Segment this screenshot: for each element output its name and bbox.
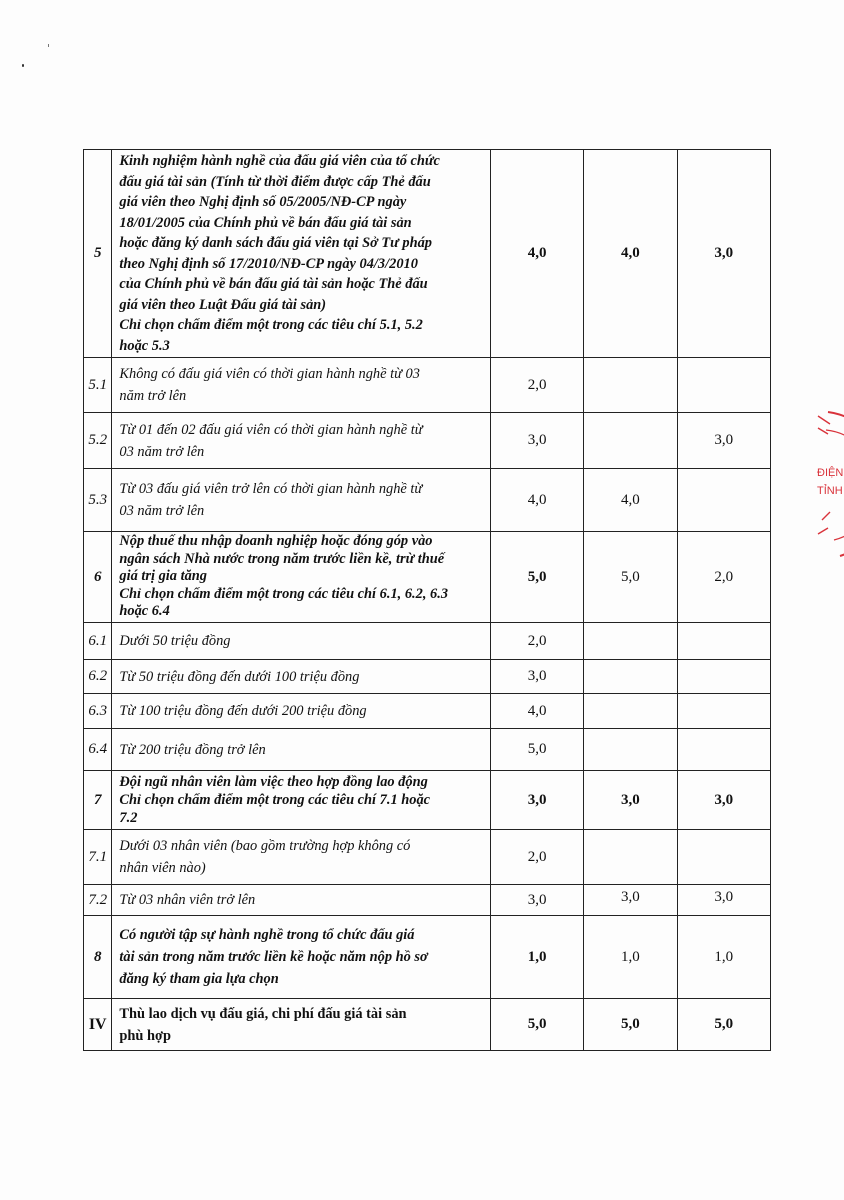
description-line: hoặc 5.3 <box>119 337 170 354</box>
description-line: 03 năm trở lên <box>119 443 205 460</box>
score-self <box>584 729 677 771</box>
score-self <box>584 358 677 413</box>
score-self: 4,0 <box>584 469 677 532</box>
criterion-description <box>112 532 491 623</box>
description-line: Không có đấu giá viên có thời gian hành nghề từ 03 <box>119 366 420 382</box>
score-self: 5,0 <box>584 532 677 623</box>
table-row-7 <box>84 771 771 830</box>
description-line: theo Nghị định số 17/2010/NĐ-CP ngày 04/3/2010 <box>119 255 418 272</box>
score-max: 2,0 <box>490 830 583 885</box>
score-self <box>584 413 677 469</box>
criterion-description <box>112 660 491 694</box>
score-council <box>677 660 770 694</box>
description-line: Từ 100 triệu đồng đến dưới 200 triệu đồng <box>119 703 367 719</box>
table-row-6-2 <box>84 660 771 694</box>
description-line: Dưới 03 nhân viên (bao gồm trường hợp không có <box>119 838 411 854</box>
criterion-description <box>112 916 491 999</box>
row-number: 6.1 <box>84 623 112 660</box>
table-row-6-3 <box>84 694 771 729</box>
criterion-description <box>112 150 491 358</box>
row-number: 7.2 <box>84 885 112 916</box>
row-number: 7.1 <box>84 830 112 885</box>
criterion-description <box>112 729 491 771</box>
row-number: 5.1 <box>84 358 112 413</box>
score-self: 3,0 <box>584 885 677 916</box>
score-council <box>677 358 770 413</box>
scan-speck <box>48 44 49 47</box>
description-line: tài sản trong năm trước liền kề hoặc năm nộp hồ sơ <box>119 949 428 965</box>
row-number: 5.2 <box>84 413 112 469</box>
score-max: 4,0 <box>490 150 583 358</box>
score-council <box>677 729 770 771</box>
description-line: Thù lao dịch vụ đấu giá, chi phí đấu giá tài sản <box>119 1005 407 1022</box>
table-row-6 <box>84 532 771 623</box>
table-row-IV <box>84 999 771 1051</box>
score-self <box>584 694 677 729</box>
table-row-5-2 <box>84 413 771 469</box>
row-number: 7 <box>84 771 112 830</box>
criterion-description <box>112 999 491 1051</box>
description-line: Chỉ chọn chấm điểm một trong các tiêu chí 7.1 hoặc <box>119 792 431 808</box>
description-line: của Chính phủ về bán đấu giá tài sản hoặc Thẻ đấu <box>119 276 428 292</box>
table-row-7-2 <box>84 885 771 916</box>
score-max: 5,0 <box>490 532 583 623</box>
table-row-5 <box>84 150 771 358</box>
score-council: 3,0 <box>677 413 770 469</box>
description-line: Nộp thuế thu nhập doanh nghiệp hoặc đóng góp vào <box>119 533 433 550</box>
score-max: 2,0 <box>490 623 583 660</box>
score-self: 5,0 <box>584 999 677 1051</box>
description-line: Chỉ chọn chấm điểm một trong các tiêu chí 6.1, 6.2, 6.3 <box>119 585 449 602</box>
score-council: 3,0 <box>677 771 770 830</box>
score-max: 3,0 <box>490 660 583 694</box>
description-line: 03 năm trở lên <box>119 503 205 519</box>
score-council: 3,0 <box>677 885 770 916</box>
row-number: 6 <box>84 532 112 623</box>
table-row-7-1 <box>84 830 771 885</box>
score-council <box>677 830 770 885</box>
criterion-description <box>112 623 491 660</box>
score-max: 2,0 <box>490 358 583 413</box>
table-row-8 <box>84 916 771 999</box>
description-line: giá trị gia tăng <box>119 568 207 585</box>
description-line: năm trở lên <box>119 388 187 404</box>
description-line: ngân sách Nhà nước trong năm trước liền kề, trừ thuế <box>119 550 445 567</box>
score-council <box>677 623 770 660</box>
description-line: Từ 03 đấu giá viên trở lên có thời gian hành nghề từ <box>119 481 423 497</box>
row-number: 6.2 <box>84 660 112 694</box>
score-max: 4,0 <box>490 694 583 729</box>
table-row-6-1 <box>84 623 771 660</box>
scan-speck <box>22 64 24 67</box>
stamp-text-top: ĐIỆN <box>817 467 844 479</box>
description-line: Từ 03 nhân viên trở lên <box>119 892 256 908</box>
description-line: đấu giá tài sản (Tính từ thời điểm được cấp Thẻ đấu <box>119 173 431 190</box>
score-self <box>584 830 677 885</box>
description-line: 18/01/2005 của Chính phủ về bán đấu giá tài sản <box>119 214 412 231</box>
score-max: 5,0 <box>490 729 583 771</box>
row-number: 8 <box>84 916 112 999</box>
score-council: 2,0 <box>677 532 770 623</box>
score-max: 4,0 <box>490 469 583 532</box>
row-number: 5 <box>84 150 112 358</box>
description-line: Chỉ chọn chấm điểm một trong các tiêu chí 5.1, 5.2 <box>119 317 423 333</box>
criterion-description <box>112 413 491 469</box>
description-line: Từ 50 triệu đồng đến dưới 100 triệu đồng <box>119 668 360 685</box>
description-line: phù hợp <box>119 1027 171 1044</box>
score-self <box>584 623 677 660</box>
criterion-description <box>112 830 491 885</box>
description-line: hoặc 6.4 <box>119 603 170 620</box>
table-row-5-3 <box>84 469 771 532</box>
score-self: 3,0 <box>584 771 677 830</box>
description-line: Có người tập sự hành nghề trong tổ chức đấu giá <box>119 927 415 943</box>
red-stamp-seal <box>804 408 844 558</box>
score-max: 3,0 <box>490 413 583 469</box>
score-max: 3,0 <box>490 771 583 830</box>
score-self <box>584 660 677 694</box>
score-self: 1,0 <box>584 916 677 999</box>
score-max: 5,0 <box>490 999 583 1051</box>
description-line: Từ 01 đến 02 đấu giá viên có thời gian hành nghề từ <box>119 421 423 438</box>
description-line: Kinh nghiệm hành nghề của đấu giá viên của tổ chức <box>119 153 440 169</box>
score-council: 3,0 <box>677 150 770 358</box>
score-council <box>677 469 770 532</box>
description-line: giá viên theo Luật Đấu giá tài sản) <box>119 296 327 313</box>
criterion-description <box>112 358 491 413</box>
criterion-description <box>112 694 491 729</box>
score-council <box>677 694 770 729</box>
description-line: Đội ngũ nhân viên làm việc theo hợp đồng lao động <box>119 774 428 790</box>
criterion-description <box>112 885 491 916</box>
stamp-text-bottom: TỈNH <box>817 485 843 497</box>
row-number: IV <box>84 999 112 1051</box>
scoring-table <box>83 149 771 1051</box>
score-council: 1,0 <box>677 916 770 999</box>
table-row-6-4 <box>84 729 771 771</box>
criterion-description <box>112 771 491 830</box>
description-line: Dưới 50 triệu đồng <box>119 633 231 649</box>
description-line: 7.2 <box>119 810 138 826</box>
table-row-5-1 <box>84 358 771 413</box>
score-max: 1,0 <box>490 916 583 999</box>
score-self: 4,0 <box>584 150 677 358</box>
score-max: 3,0 <box>490 885 583 916</box>
description-line: đăng ký tham gia lựa chọn <box>119 971 279 987</box>
row-number: 6.4 <box>84 729 112 771</box>
description-line: hoặc đăng ký danh sách đấu giá viên tại Sở Tư pháp <box>119 235 432 251</box>
description-line: giá viên theo Nghị định số 05/2005/NĐ-CP ngày <box>119 194 407 210</box>
score-council: 5,0 <box>677 999 770 1051</box>
row-number: 6.3 <box>84 694 112 729</box>
description-line: Từ 200 triệu đồng trở lên <box>119 741 266 758</box>
row-number: 5.3 <box>84 469 112 532</box>
description-line: nhân viên nào) <box>119 860 206 876</box>
criterion-description <box>112 469 491 532</box>
